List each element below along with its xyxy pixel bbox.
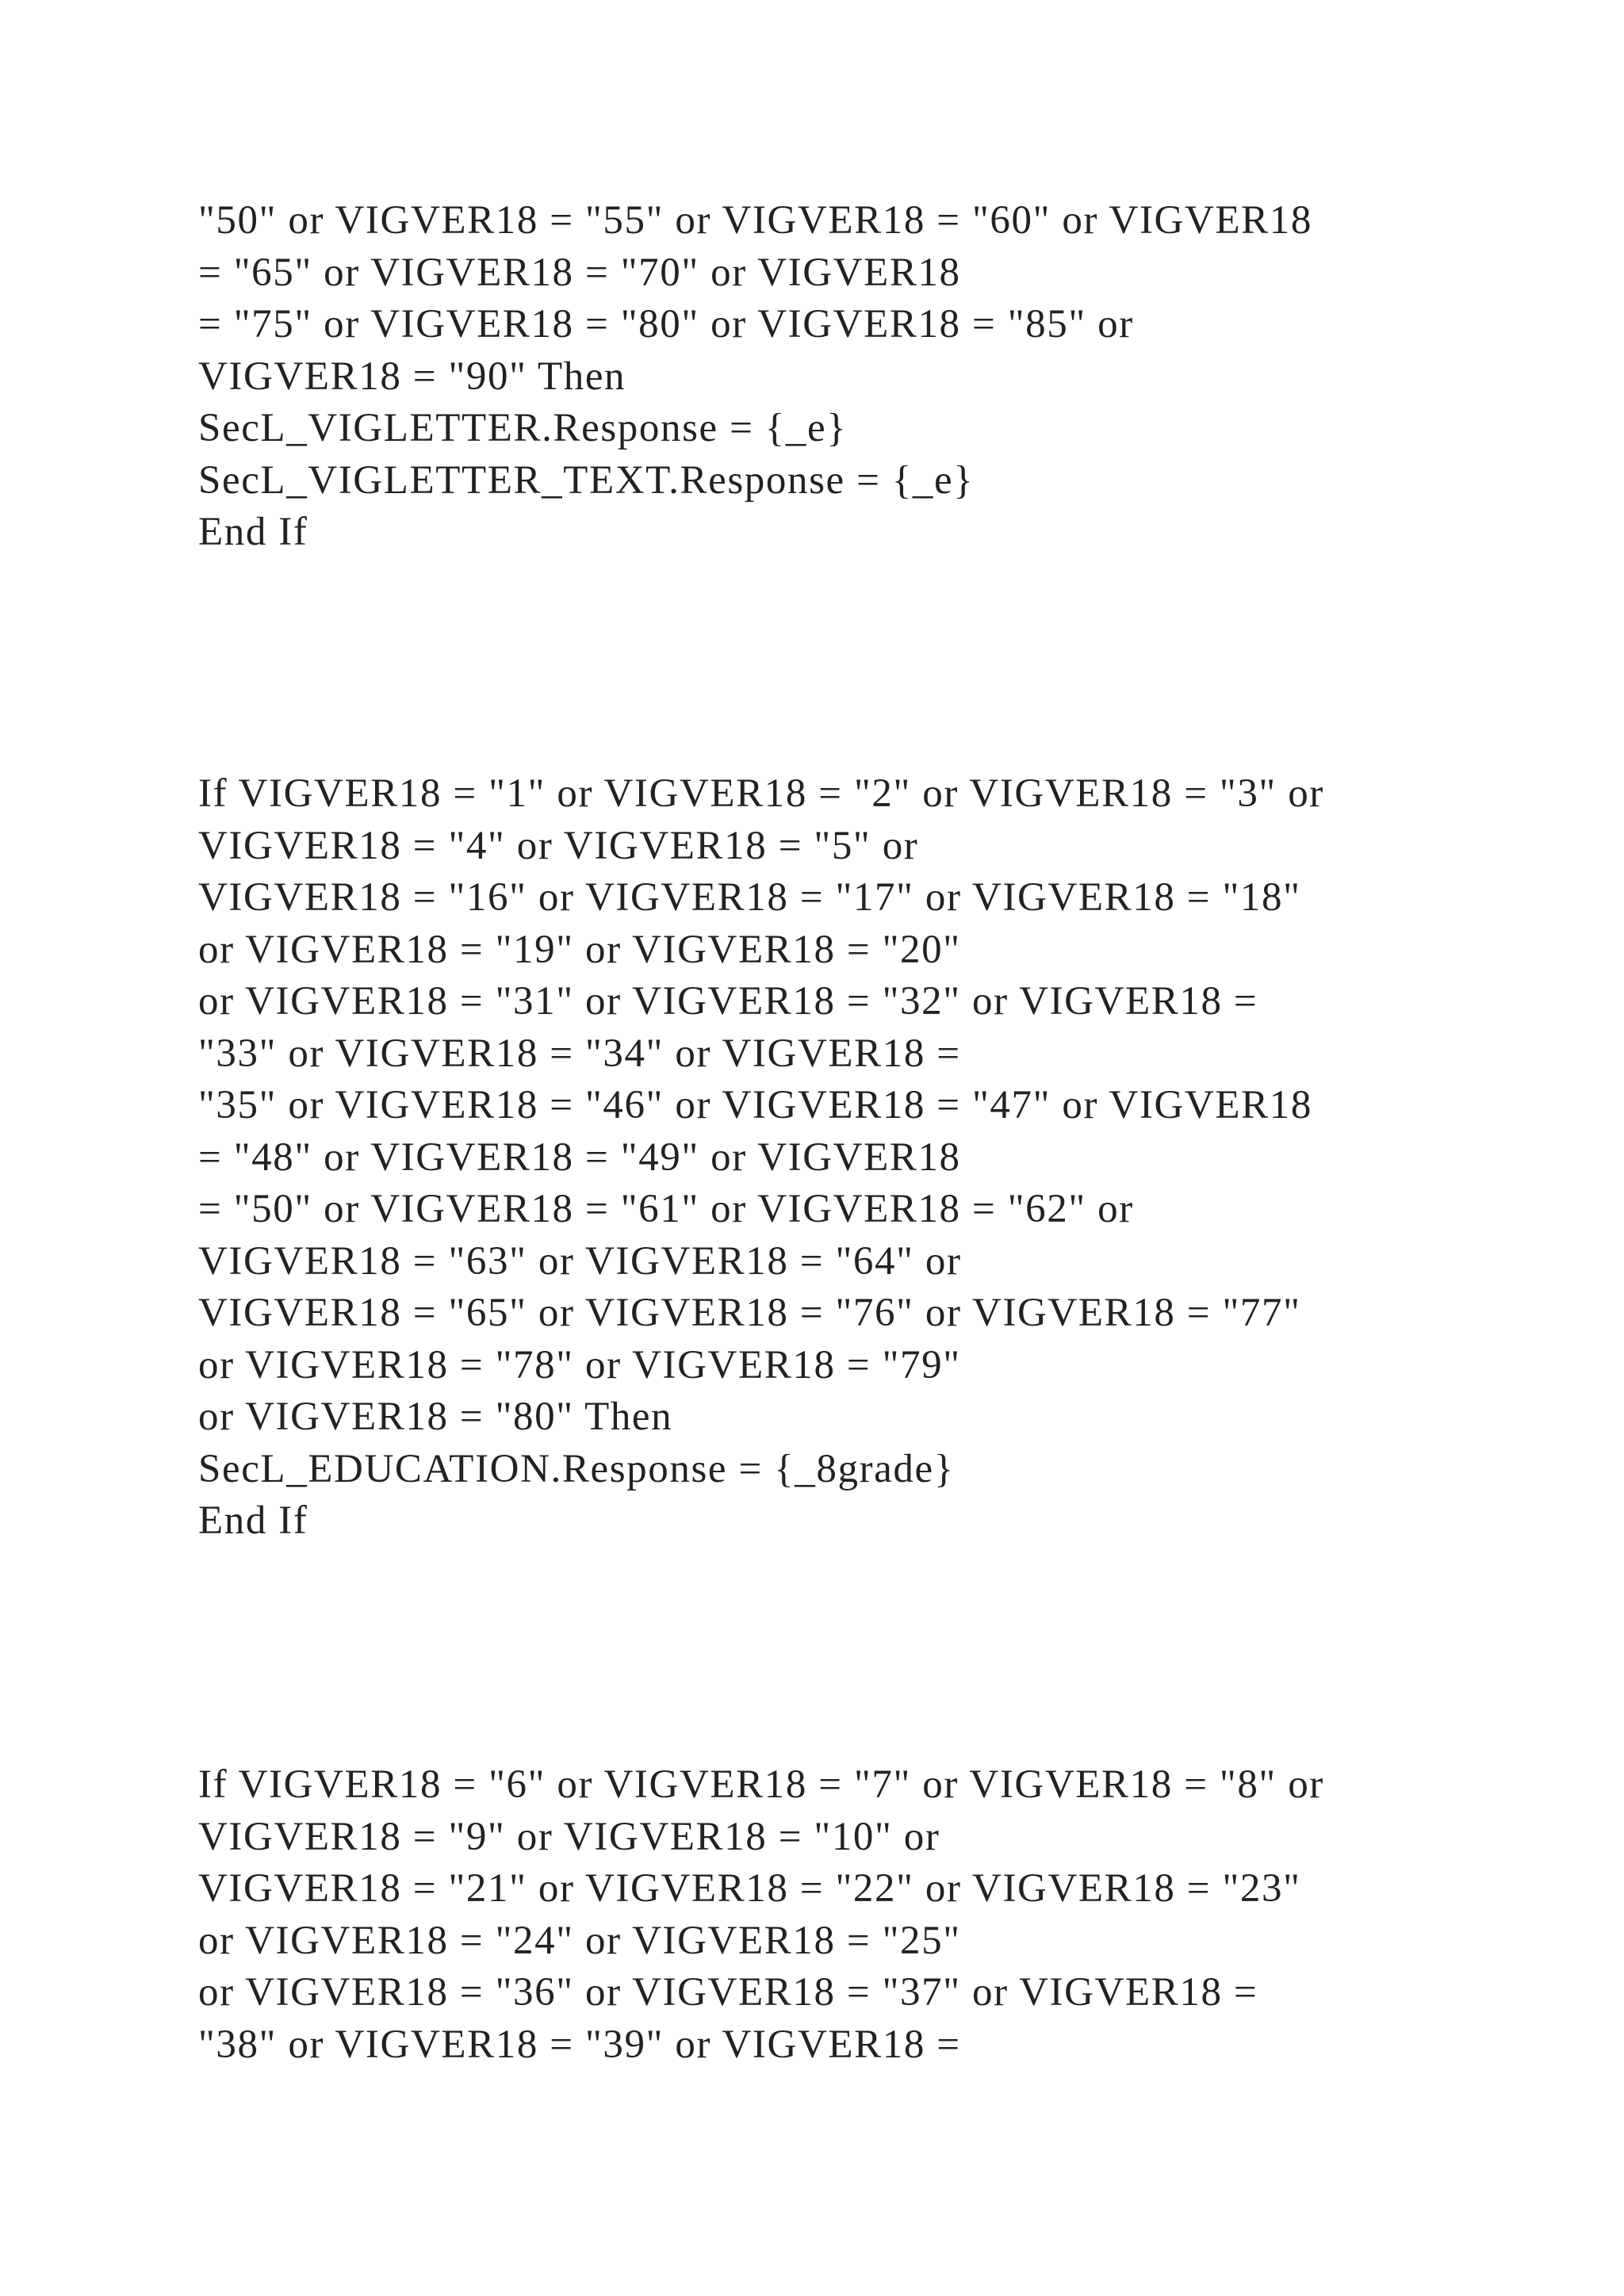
code-line: "33" or VIGVER18 = "34" or VIGVER18 =: [198, 1031, 961, 1076]
code-line: SecL_VIGLETTER.Response = {_e}: [198, 406, 848, 450]
code-line: "35" or VIGVER18 = "46" or VIGVER18 = "47" or VIGVER18: [198, 1083, 1312, 1127]
code-line: = "48" or VIGVER18 = "49" or VIGVER18: [198, 1135, 961, 1180]
code-line: = "65" or VIGVER18 = "70" or VIGVER18: [198, 250, 961, 295]
code-block-education: [198, 768, 1324, 1548]
code-line: or VIGVER18 = "36" or VIGVER18 = "37" or VIGVER18 =: [198, 1970, 1258, 2015]
code-line: or VIGVER18 = "19" or VIGVER18 = "20": [198, 927, 961, 972]
code-line: or VIGVER18 = "80" Then: [198, 1395, 673, 1439]
code-line: VIGVER18 = "21" or VIGVER18 = "22" or VIGVER18 = "23": [198, 1866, 1301, 1911]
code-line: End If: [198, 510, 308, 554]
code-line: = "75" or VIGVER18 = "80" or VIGVER18 = "85" or: [198, 302, 1134, 346]
code-line: SecL_EDUCATION.Response = {_8grade}: [198, 1446, 955, 1491]
code-line: SecL_VIGLETTER_TEXT.Response = {_e}: [198, 457, 975, 503]
code-block-vigletter: [198, 195, 1312, 559]
code-line: or VIGVER18 = "24" or VIGVER18 = "25": [198, 1918, 961, 1963]
code-line: If VIGVER18 = "1" or VIGVER18 = "2" or VIGVER18 = "3" or: [198, 771, 1324, 816]
code-line: VIGVER18 = "9" or VIGVER18 = "10" or: [198, 1814, 940, 1859]
code-line: If VIGVER18 = "6" or VIGVER18 = "7" or VIGVER18 = "8" or: [198, 1762, 1324, 1807]
code-line: VIGVER18 = "90" Then: [198, 354, 626, 399]
code-line: "50" or VIGVER18 = "55" or VIGVER18 = "60" or VIGVER18: [198, 198, 1312, 243]
code-line: = "50" or VIGVER18 = "61" or VIGVER18 = "62" or: [198, 1187, 1134, 1231]
code-line: VIGVER18 = "16" or VIGVER18 = "17" or VIGVER18 = "18": [198, 875, 1301, 920]
code-line: or VIGVER18 = "31" or VIGVER18 = "32" or VIGVER18 =: [198, 979, 1258, 1024]
code-block-partial: [198, 1759, 1324, 2071]
code-line: VIGVER18 = "63" or VIGVER18 = "64" or: [198, 1238, 962, 1284]
code-line: End If: [198, 1498, 308, 1543]
code-line: VIGVER18 = "65" or VIGVER18 = "76" or VIGVER18 = "77": [198, 1291, 1301, 1335]
code-line: VIGVER18 = "4" or VIGVER18 = "5" or: [198, 823, 919, 868]
code-line: or VIGVER18 = "78" or VIGVER18 = "79": [198, 1342, 961, 1387]
code-line: "38" or VIGVER18 = "39" or VIGVER18 =: [198, 2022, 961, 2067]
